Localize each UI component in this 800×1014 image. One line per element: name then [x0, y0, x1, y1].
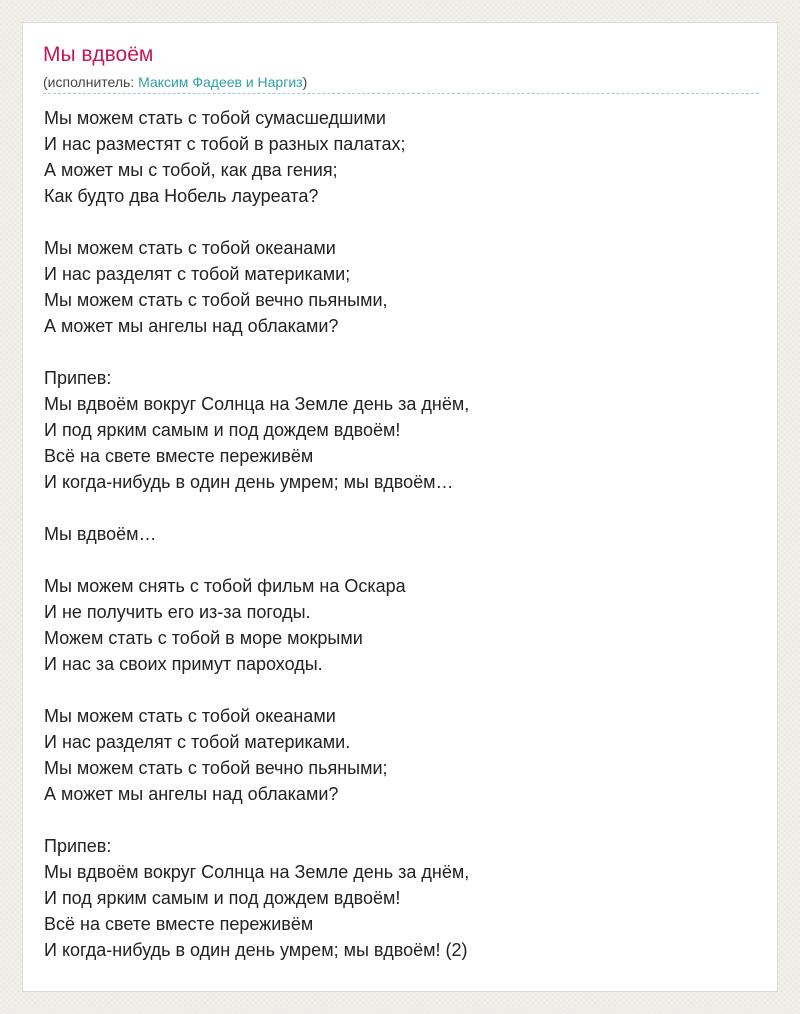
artist-link[interactable]: Максим Фадеев и Наргиз [138, 74, 303, 90]
lyric-line: Мы вдвоём вокруг Солнца на Земле день за днём, [44, 394, 470, 414]
title-divider [43, 93, 759, 94]
lyric-line: Мы можем стать с тобой океанами [44, 238, 336, 258]
lyrics-card [22, 22, 778, 992]
lyric-line: Мы можем стать с тобой вечно пьяными; [44, 758, 388, 778]
lyric-line: Мы можем стать с тобой океанами [44, 706, 336, 726]
stanza-gap [44, 547, 758, 573]
lyrics-stanza [44, 521, 758, 547]
lyric-line: И нас за своих примут пароходы. [44, 654, 323, 674]
lyrics-stanza [44, 235, 758, 339]
lyric-line: Мы вдвоём вокруг Солнца на Земле день за днём, [44, 862, 470, 882]
lyric-line: Можем стать с тобой в море мокрыми [44, 628, 363, 648]
stanza-gap [44, 495, 758, 521]
stanza-gap [44, 677, 758, 703]
lyric-line: Припев: [44, 836, 112, 856]
stanza-gap [44, 209, 758, 235]
lyric-line: И когда-нибудь в один день умрем; мы вдвоём… [44, 472, 454, 492]
artist-prefix: (исполнитель: [43, 74, 139, 90]
lyric-line: А может мы ангелы над облаками? [44, 784, 339, 804]
lyric-line: Мы вдвоём… [44, 524, 157, 544]
lyric-line: Как будто два Нобель лауреата? [44, 186, 319, 206]
artist-suffix: ) [302, 74, 308, 90]
stanza-gap [44, 339, 758, 365]
song-title: Мы вдвоём [43, 43, 154, 66]
lyric-line: Припев: [44, 368, 112, 388]
lyric-line: Мы можем снять с тобой фильм на Оскара [44, 576, 406, 596]
lyric-line: И нас разместят с тобой в разных палатах; [44, 134, 406, 154]
lyric-line: И нас разделят с тобой материками. [44, 732, 351, 752]
lyrics-stanza [44, 703, 758, 807]
lyrics-stanza [44, 573, 758, 677]
lyric-line: А может мы ангелы над облаками? [44, 316, 339, 336]
lyric-line: Мы можем стать с тобой вечно пьяными, [44, 290, 388, 310]
lyric-line: И нас разделят с тобой материками; [44, 264, 351, 284]
lyrics-stanza [44, 105, 758, 209]
lyric-line: И не получить его из-за погоды. [44, 602, 311, 622]
stanza-gap [44, 807, 758, 833]
lyrics-stanza [44, 365, 758, 495]
lyric-line: А может мы с тобой, как два гения; [44, 160, 338, 180]
lyric-line: И под ярким самым и под дождем вдвоём! [44, 420, 401, 440]
lyric-line: И когда-нибудь в один день умрем; мы вдвоём! (2) [44, 940, 468, 960]
lyric-line: Всё на свете вместе переживём [44, 446, 314, 466]
lyric-line: Мы можем стать с тобой сумасшедшими [44, 108, 386, 128]
lyrics-stanza [44, 833, 758, 963]
lyrics-text [44, 105, 758, 963]
lyric-line: Всё на свете вместе переживём [44, 914, 314, 934]
lyric-line: И под ярким самым и под дождем вдвоём! [44, 888, 401, 908]
artist-line [43, 73, 307, 91]
